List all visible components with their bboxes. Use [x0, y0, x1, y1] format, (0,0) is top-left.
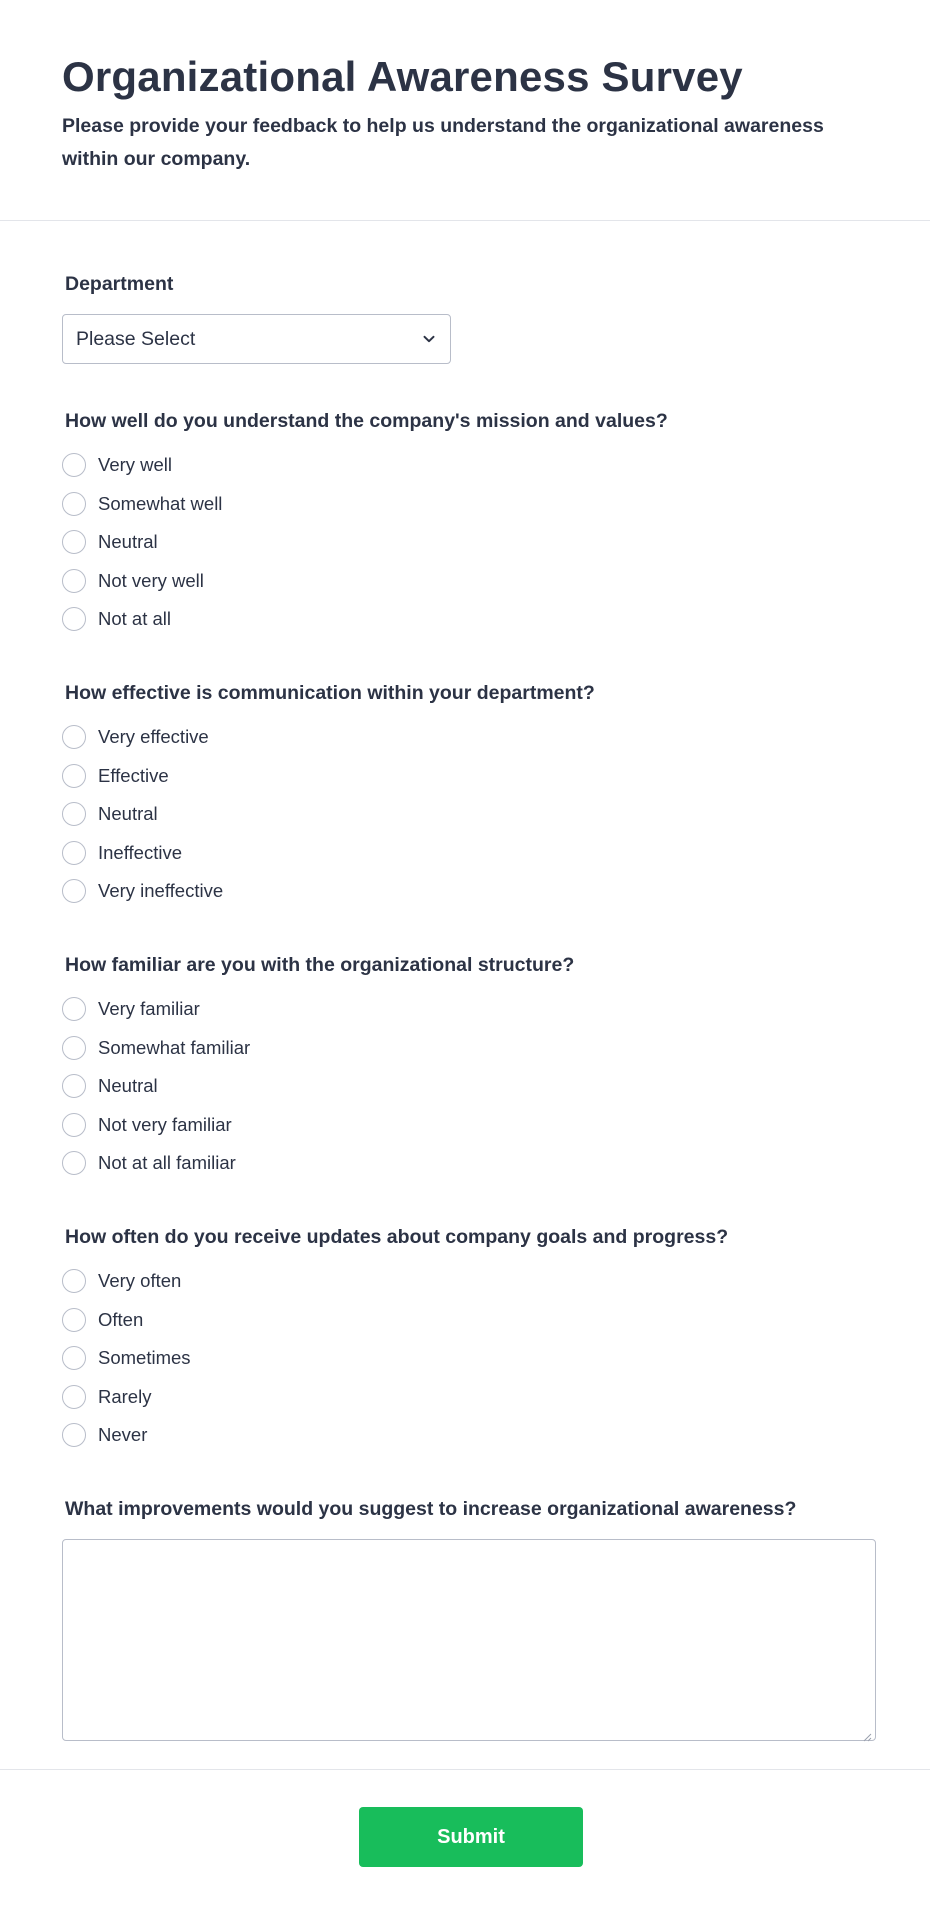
radio-button[interactable] — [62, 1423, 86, 1447]
improvements-textarea-wrap — [62, 1522, 876, 1746]
radio-option[interactable] — [62, 485, 868, 524]
radio-option[interactable] — [62, 1301, 868, 1340]
question-label: How effective is communication within your department? — [65, 682, 595, 704]
radio-button[interactable] — [62, 725, 86, 749]
radio-group — [62, 446, 868, 639]
radio-option[interactable] — [62, 795, 868, 834]
radio-button[interactable] — [62, 764, 86, 788]
question-2 — [0, 680, 930, 952]
improvements-textarea[interactable] — [62, 1539, 876, 1741]
radio-option-label: Often — [98, 1308, 144, 1330]
radio-option[interactable] — [62, 757, 868, 796]
department-label: Department — [65, 273, 174, 295]
radio-group — [62, 990, 868, 1183]
radio-group — [62, 718, 868, 911]
resize-grip-icon[interactable] — [862, 1732, 872, 1742]
page-title: Organizational Awareness Survey — [62, 53, 743, 100]
department-select[interactable] — [62, 314, 451, 364]
radio-option-label: Very ineffective — [98, 880, 224, 902]
form-body — [0, 221, 930, 1746]
radio-option-label: Effective — [98, 764, 169, 786]
radio-button[interactable] — [62, 530, 86, 554]
radio-option-label: Neutral — [98, 531, 158, 553]
radio-option-label: Neutral — [98, 1075, 158, 1097]
page-subtitle: Please provide your feedback to help us understand the organizational awareness within our company. — [62, 115, 824, 170]
radio-option-label: Very familiar — [98, 998, 200, 1020]
department-select-value: Please Select — [76, 327, 196, 350]
radio-option[interactable] — [62, 600, 868, 639]
radio-option[interactable] — [62, 1029, 868, 1068]
radio-option[interactable] — [62, 718, 868, 757]
radio-button[interactable] — [62, 607, 86, 631]
radio-button[interactable] — [62, 1151, 86, 1175]
radio-button[interactable] — [62, 1346, 86, 1370]
radio-option[interactable] — [62, 446, 868, 485]
questions-list — [0, 408, 930, 1496]
question-4 — [0, 1224, 930, 1496]
radio-option-label: Somewhat well — [98, 492, 223, 514]
radio-option[interactable] — [62, 872, 868, 911]
radio-button[interactable] — [62, 1269, 86, 1293]
radio-option[interactable] — [62, 1378, 868, 1417]
radio-button[interactable] — [62, 997, 86, 1021]
radio-button[interactable] — [62, 802, 86, 826]
radio-button[interactable] — [62, 1385, 86, 1409]
radio-option[interactable] — [62, 523, 868, 562]
radio-option[interactable] — [62, 562, 868, 601]
radio-option[interactable] — [62, 1416, 868, 1455]
radio-option-label: Somewhat familiar — [98, 1036, 251, 1058]
question-label: How well do you understand the company's mission and values? — [65, 410, 668, 432]
department-field — [0, 271, 930, 408]
radio-option-label: Not very familiar — [98, 1113, 232, 1135]
question-1 — [0, 408, 930, 680]
radio-option[interactable] — [62, 990, 868, 1029]
radio-option-label: Very often — [98, 1270, 182, 1292]
radio-option[interactable] — [62, 1067, 868, 1106]
radio-option-label: Not very well — [98, 569, 204, 591]
radio-option[interactable] — [62, 1262, 868, 1301]
radio-option-label: Not at all familiar — [98, 1152, 236, 1174]
radio-button[interactable] — [62, 841, 86, 865]
radio-option-label: Very effective — [98, 726, 209, 748]
radio-button[interactable] — [62, 1036, 86, 1060]
radio-option-label: Not at all — [98, 608, 172, 630]
radio-button[interactable] — [62, 1113, 86, 1137]
form-footer — [0, 1769, 930, 1915]
radio-option[interactable] — [62, 1106, 868, 1145]
improvements-label: What improvements would you suggest to increase organizational awareness? — [65, 1498, 797, 1520]
radio-option-label: Neutral — [98, 803, 158, 825]
radio-option[interactable] — [62, 1144, 868, 1183]
radio-option[interactable] — [62, 834, 868, 873]
radio-option-label: Ineffective — [98, 841, 182, 863]
radio-button[interactable] — [62, 453, 86, 477]
radio-option-label: Rarely — [98, 1385, 152, 1407]
radio-option-label: Sometimes — [98, 1347, 191, 1369]
radio-option-label: Never — [98, 1424, 148, 1446]
radio-option-label: Very well — [98, 454, 173, 476]
chevron-down-icon — [420, 330, 438, 348]
improvements-field — [0, 1496, 930, 1746]
radio-button[interactable] — [62, 492, 86, 516]
radio-option[interactable] — [62, 1339, 868, 1378]
form-header — [0, 0, 930, 221]
radio-button[interactable] — [62, 879, 86, 903]
question-label: How often do you receive updates about company goals and progress? — [65, 1226, 729, 1248]
question-label: How familiar are you with the organizational structure? — [65, 954, 575, 976]
question-3 — [0, 952, 930, 1224]
radio-button[interactable] — [62, 1308, 86, 1332]
radio-button[interactable] — [62, 569, 86, 593]
radio-button[interactable] — [62, 1074, 86, 1098]
radio-group — [62, 1262, 868, 1455]
submit-button[interactable]: Submit — [359, 1807, 583, 1867]
